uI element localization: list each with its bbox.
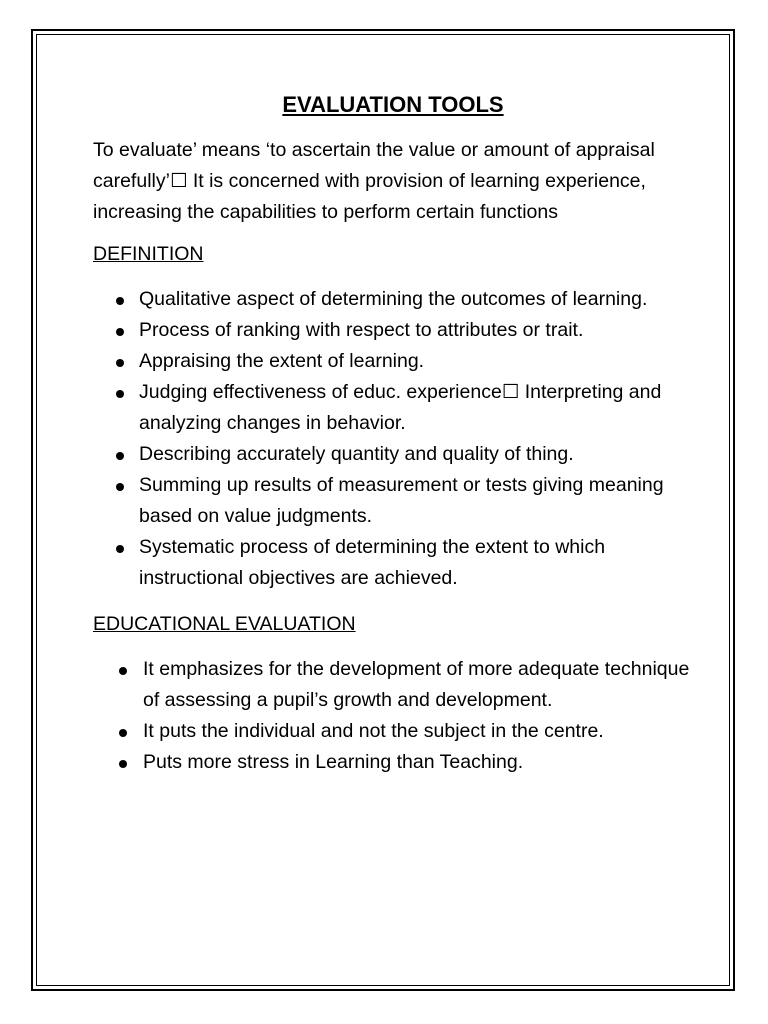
list-item-text: Qualitative aspect of determining the outcomes of learning.: [139, 288, 648, 310]
list-item-text: Appraising the extent of learning.: [139, 350, 425, 372]
list-item: [93, 315, 693, 346]
educational-evaluation-heading: EDUCATIONAL EVALUATION: [93, 613, 356, 635]
list-item: [93, 716, 693, 747]
bullet-icon: [119, 667, 127, 675]
bullet-icon: [116, 297, 124, 305]
document-content: [93, 88, 693, 794]
educational-evaluation-list: [93, 654, 693, 778]
bullet-icon: [116, 359, 124, 367]
list-item-text: Puts more stress in Learning than Teaching.: [143, 751, 524, 773]
list-item-text: It emphasizes for the development of more adequate technique of assessing a pupil’s growth and development.: [143, 658, 690, 711]
definition-heading: DEFINITION: [93, 243, 204, 265]
bullet-icon: [116, 390, 124, 398]
bullet-icon: [116, 483, 124, 491]
list-item-text: Process of ranking with respect to attributes or trait.: [139, 319, 584, 341]
list-item: [93, 747, 693, 778]
intro-paragraph: To evaluate’ means ‘to ascertain the value or amount of appraisal carefully’☐ It is concerned with provision of learning experience, increasing the capabilities to perform certain functions: [93, 139, 655, 223]
definition-list: [93, 284, 693, 594]
list-item: [93, 470, 693, 532]
list-item: [93, 532, 693, 594]
list-item: [93, 654, 693, 716]
list-item-text: Systematic process of determining the extent to which instructional objectives are achieved.: [139, 536, 606, 589]
bullet-icon: [116, 545, 124, 553]
list-item-text: It puts the individual and not the subject in the centre.: [143, 720, 604, 742]
list-item: [93, 377, 693, 439]
list-item: [93, 439, 693, 470]
bullet-icon: [116, 452, 124, 460]
list-item-text: Summing up results of measurement or tests giving meaning based on value judgments.: [139, 474, 664, 527]
bullet-icon: [119, 729, 127, 737]
list-item: [93, 284, 693, 315]
bullet-icon: [116, 328, 124, 336]
bullet-icon: [119, 760, 127, 768]
list-item-text: Judging effectiveness of educ. experience☐ Interpreting and analyzing changes in behavior.: [139, 381, 662, 434]
list-item: [93, 346, 693, 377]
document-title: EVALUATION TOOLS: [282, 92, 504, 117]
list-item-text: Describing accurately quantity and quality of thing.: [139, 443, 574, 465]
